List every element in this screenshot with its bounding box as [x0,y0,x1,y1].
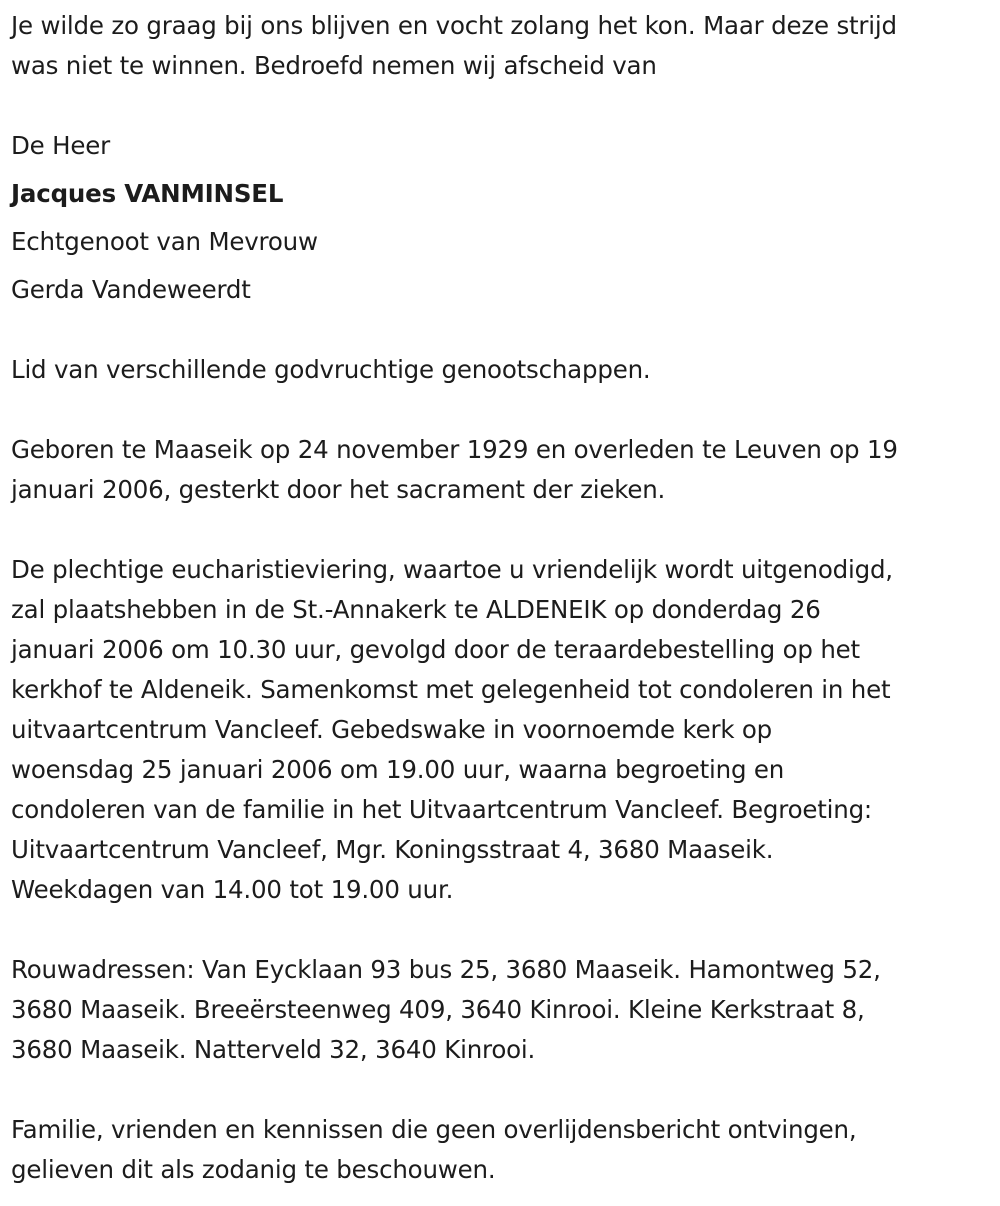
spouse-line-1: Echtgenoot van Mevrouw [11,227,318,256]
birth-death-paragraph: Geboren te Maaseik op 24 november 1929 en overleden te Leuven op 19 januari 2006, gesterkt door het sacrament der zieken. [11,435,898,504]
honorific-title: De Heer [11,131,110,160]
membership-paragraph: Lid van verschillende godvruchtige genootschappen. [11,355,651,384]
addresses-paragraph: Rouwadressen: Van Eycklaan 93 bus 25, 3680 Maaseik. Hamontweg 52, 3680 Maaseik. Breeërsteenweg 409, 3640 Kinrooi. Kleine Kerkstraat 8, 3680 Maaseik. Natterveld 32, 3640 Kinrooi. [11,955,881,1064]
closing-paragraph: Familie, vrienden en kennissen die geen overlijdensbericht ontvingen, gelieven dit als zodanig te beschouwen. [11,1115,857,1184]
deceased-name: Jacques VANMINSEL [11,179,284,208]
ceremony-paragraph: De plechtige eucharistieviering, waartoe u vriendelijk wordt uitgenodigd, zal plaatshebben in de St.-Annakerk te ALDENEIK op donderdag 26 januari 2006 om 10.30 uur, gevolgd door de teraardebestelling op het kerkhof te Aldeneik. Samenkomst met gelegenheid tot condoleren in het uitvaartcentrum Vancleef. Gebedswake in voornoemde kerk op woensdag 25 januari 2006 om 19.00 uur, waarna begroeting en condoleren van de familie in het Uitvaartcentrum Vancleef. Begroeting: Uitvaartcentrum Vancleef, Mgr. Koningsstraat 4, 3680 Maaseik. Weekdagen van 14.00 tot 19.00 uur. [11,555,893,904]
spouse-line-2: Gerda Vandeweerdt [11,275,251,304]
intro-paragraph: Je wilde zo graag bij ons blijven en vocht zolang het kon. Maar deze strijd was niet te winnen. Bedroefd nemen wij afscheid van [11,11,897,80]
